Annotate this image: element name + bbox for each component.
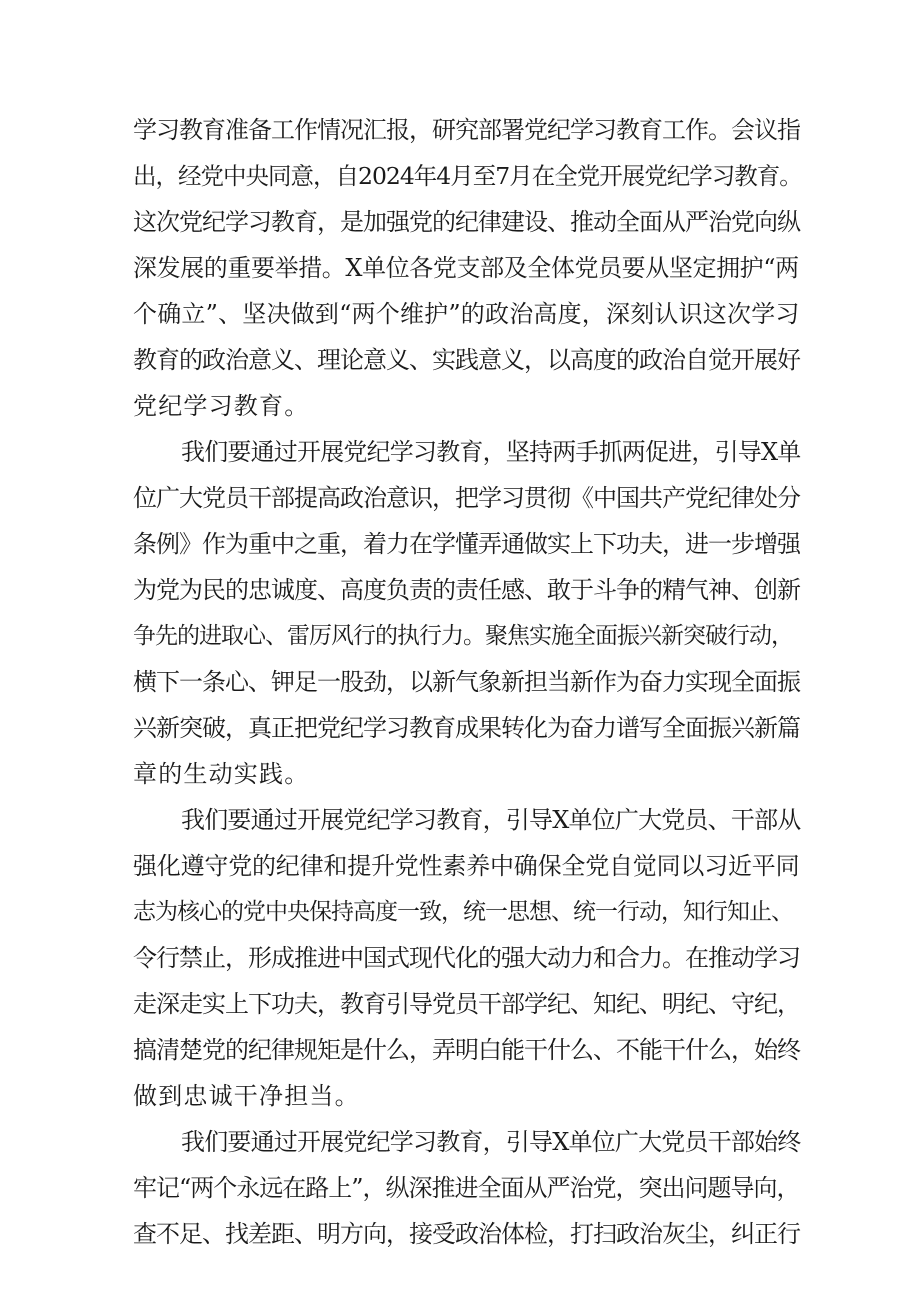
- text-line: 横下一条心、钾足一股劲，以新气象新担当新作为奋力实现全面振: [133, 668, 800, 696]
- text-line: 深发展的重要举措。X单位各党支部及全体党员要从坚定拥护“两: [133, 254, 799, 282]
- text-line: 学习教育准备工作情况汇报，研究部署党纪学习教育工作。会议指: [133, 116, 800, 144]
- text-line: 条例》作为重中之重，着力在学懂弄通做实上下功夫，进一步增强: [133, 530, 800, 558]
- text-line: 我们要通过开展党纪学习教育，引导X单位广大党员、干部从: [181, 806, 801, 834]
- text-line: 志为核心的党中央保持高度一致，统一思想、统一行动，知行知止、: [133, 899, 793, 925]
- text-line: 章的生动实践。: [133, 760, 310, 788]
- text-line: 党纪学习教育。: [133, 392, 310, 420]
- text-line: 走深走实上下功夫，教育引导党员干部学纪、知纪、明纪、守纪，: [133, 990, 800, 1018]
- text-line: 搞清楚党的纪律规矩是什么，弄明白能干什么、不能干什么，始终: [133, 1036, 800, 1064]
- text-line: 我们要通过开展党纪学习教育，坚持两手抓两促进，引导X单: [181, 438, 801, 466]
- text-line: 强化遵守党的纪律和提升党性素养中确保全党自觉同以习近平同: [133, 852, 800, 880]
- text-line: 这次党纪学习教育，是加强党的纪律建设、推动全面从严治党向纵: [133, 208, 800, 236]
- text-line: 个确立”、坚决做到“两个维护”的政治高度，深刻认识这次学习: [133, 300, 800, 328]
- text-line: 出，经党中央同意，自2024年4月至7月在全党开展党纪学习教育。: [133, 162, 802, 190]
- text-line: 查不足、找差距、明方向，接受政治体检，打扫政治灰尘，纠正行: [133, 1220, 800, 1248]
- text-line: 兴新突破，真正把党纪学习教育成果转化为奋力谱写全面振兴新篇: [133, 714, 800, 742]
- text-line: 牢记“两个永远在路上”，纵深推进全面从严治党，突出问题导向，: [133, 1174, 800, 1202]
- text-line: 做到忠诚干净担当。: [133, 1082, 360, 1110]
- text-line: 为党为民的忠诚度、高度负责的责任感、敢于斗争的精气神、创新: [133, 576, 800, 604]
- text-line: 我们要通过开展党纪学习教育，引导X单位广大党员干部始终: [181, 1128, 801, 1156]
- text-line: 教育的政治意义、理论意义、实践意义，以高度的政治自觉开展好: [133, 346, 800, 374]
- text-line: 争先的进取心、雷厉风行的执行力。聚焦实施全面振兴新突破行动，: [133, 623, 793, 649]
- text-line: 令行禁止，形成推进中国式现代化的强大动力和合力。在推动学习: [133, 944, 800, 972]
- text-line: 位广大党员干部提高政治意识，把学习贯彻《中国共产党纪律处分: [133, 484, 800, 512]
